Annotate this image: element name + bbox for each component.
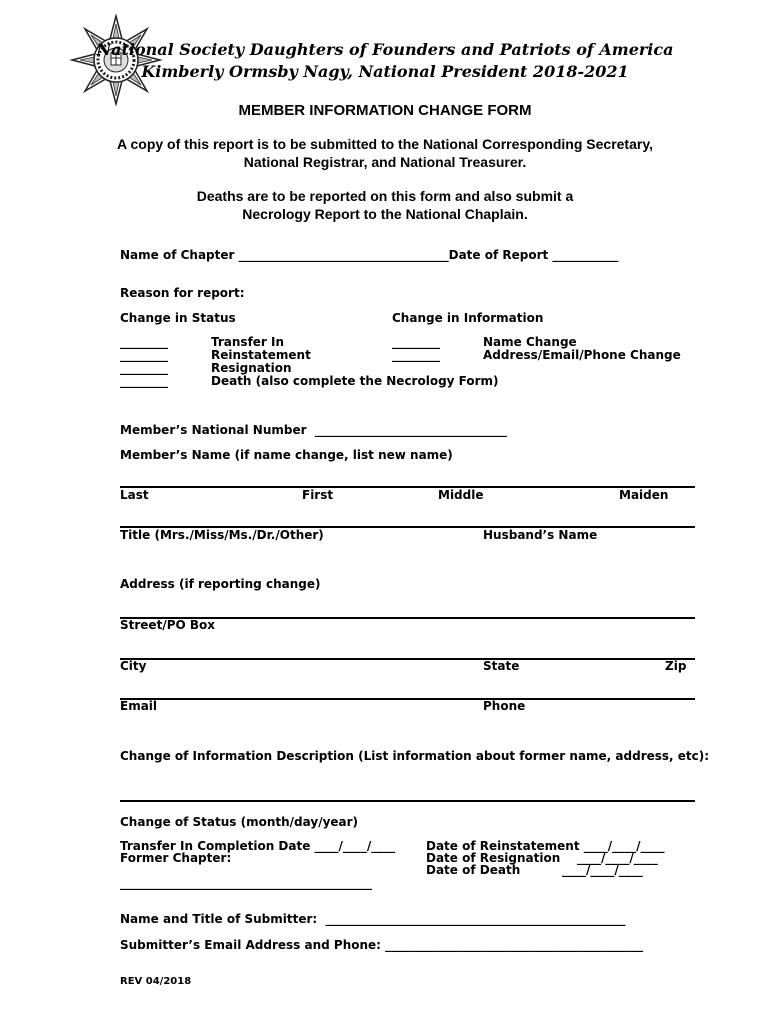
reinstatement-date-field[interactable]: Date of Reinstatement ____/____/____ — [426, 839, 665, 853]
member-name-line[interactable] — [120, 486, 695, 488]
change-in-information-heading: Change in Information — [392, 311, 544, 325]
organization-name: National Society Daughters of Founders and Patriots of America — [96, 40, 674, 59]
email-label: Email — [120, 699, 158, 713]
city-label: City — [120, 659, 147, 673]
description-label: Change of Information Description (List information about former name, address, etc): — [120, 749, 710, 763]
death-blank[interactable]: ________ — [120, 374, 168, 388]
death-date-field[interactable]: Date of Death ____/____/____ — [426, 863, 643, 877]
submitter-name-field[interactable]: Name and Title of Submitter: __________________________________________________ — [120, 912, 626, 926]
first-name-label: First — [302, 488, 334, 502]
middle-name-label: Middle — [438, 488, 484, 502]
instruction-line-3: Deaths are to be reported on this form and also submit a — [196, 188, 574, 204]
reinstatement-blank[interactable]: ________ — [120, 348, 168, 362]
husband-name-label: Husband’s Name — [483, 528, 598, 542]
form-title: MEMBER INFORMATION CHANGE FORM — [238, 102, 532, 119]
reason-label: Reason for report: — [120, 286, 245, 300]
society-seal-logo — [70, 14, 162, 106]
change-of-status-label: Change of Status (month/day/year) — [120, 815, 359, 829]
former-chapter-field[interactable]: __________________________________________ — [120, 876, 372, 890]
chapter-and-date-field[interactable]: Name of Chapter ___________________________________Date of Report ___________ — [120, 248, 619, 262]
street-label: Street/PO Box — [120, 618, 215, 632]
transfer-in-blank[interactable]: ________ — [120, 335, 168, 349]
change-in-status-heading: Change in Status — [120, 311, 236, 325]
national-number-field[interactable]: Member’s National Number ________________________________ — [120, 423, 507, 437]
address-label: Address (if reporting change) — [120, 577, 321, 591]
instruction-line-2: National Registrar, and National Treasurer. — [243, 154, 527, 170]
member-name-label: Member’s Name (if name change, list new name) — [120, 448, 453, 462]
status-item-transfer-in: Transfer In — [211, 335, 285, 349]
submitter-email-field[interactable]: Submitter’s Email Address and Phone: ___________________________________________ — [120, 938, 644, 952]
address-change-blank[interactable]: ________ — [392, 348, 440, 362]
city-state-zip-line[interactable] — [120, 658, 695, 660]
title-label: Title (Mrs./Miss/Ms./Dr./Other) — [120, 528, 324, 542]
info-item-address-change: Address/Email/Phone Change — [483, 348, 681, 362]
description-line[interactable] — [120, 800, 695, 802]
instruction-line-1: A copy of this report is to be submitted to the National Corresponding Secretary, — [117, 136, 653, 152]
president-line: Kimberly Ormsby Nagy, National President 2018-2021 — [141, 62, 629, 81]
email-phone-line[interactable] — [120, 698, 695, 700]
maiden-name-label: Maiden — [619, 488, 669, 502]
zip-label: Zip — [665, 659, 687, 673]
status-item-resignation: Resignation — [211, 361, 292, 375]
former-chapter-label: Former Chapter: — [120, 851, 232, 865]
name-change-blank[interactable]: ________ — [392, 335, 440, 349]
instruction-line-4: Necrology Report to the National Chaplain. — [242, 206, 528, 222]
resignation-blank[interactable]: ________ — [120, 361, 168, 375]
last-name-label: Last — [120, 488, 149, 502]
resignation-date-field[interactable]: Date of Resignation ____/____/____ — [426, 851, 658, 865]
revision-label: REV 04/2018 — [120, 976, 192, 987]
info-item-name-change: Name Change — [483, 335, 577, 349]
status-item-death: Death (also complete the Necrology Form) — [211, 374, 499, 388]
phone-label: Phone — [483, 699, 526, 713]
transfer-completion-date-field[interactable]: Transfer In Completion Date ____/____/____ — [120, 839, 396, 853]
status-item-reinstatement: Reinstatement — [211, 348, 311, 362]
state-label: State — [483, 659, 520, 673]
